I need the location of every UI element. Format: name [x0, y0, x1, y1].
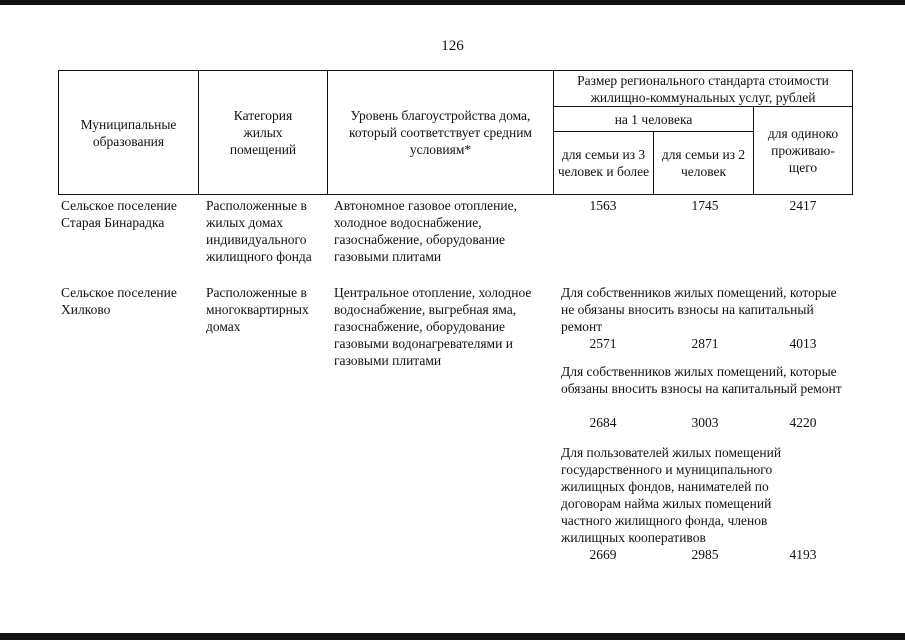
group3-single-value: 4193 [789, 547, 817, 562]
group2-family2-value: 3003 [691, 415, 719, 430]
header-standard: Размер регионального стандарта стоимости жилищно-коммунальных услуг, рублей [553, 70, 853, 107]
row2-municipality: Сельское поселение Хилково [61, 285, 177, 317]
group1-single-value: 4013 [789, 336, 817, 351]
group2-note: Для собственников жилых помещений, которые обязаны вносить взносы на капитальный ремонт [561, 364, 842, 396]
row1-family3-value: 1563 [589, 198, 617, 213]
group1-note: Для собственников жилых помещений, которые не обязаны вносить взносы на капитальный ремонт [561, 285, 837, 334]
row2-level: Центральное отопление, холодное водоснабжение, выгребная яма, газоснабжение, оборудование газовыми водонагревателями и газовыми плитами [334, 285, 532, 368]
row1-family2-value: 1745 [691, 198, 719, 213]
header-municipality: Муниципальные образования [58, 70, 199, 195]
page-number: 126 [441, 38, 464, 54]
group3-note: Для пользователей жилых помещений государственного и муниципального жилищных фондов, нанимателей по договорам найма жилых помещений частного жилищного фонда, членов жилищных кооперативов [561, 445, 782, 545]
group1-family3-value: 2571 [589, 336, 617, 351]
group1-family2-value: 2871 [691, 336, 719, 351]
group2-single-value: 4220 [789, 415, 817, 430]
group3-family2-value: 2985 [691, 547, 719, 562]
row2-category: Расположенные в многоквартирных домах [206, 285, 309, 334]
header-family3: для семьи из 3 человек и более [553, 131, 654, 195]
row1-level: Автономное газовое отопление, холодное водоснабжение, газоснабжение, оборудование газовыми плитами [334, 198, 517, 264]
header-family2: для семьи из 2 человек [653, 131, 754, 195]
header-category: Категория жилых помещений [198, 70, 328, 195]
bottom-rule [0, 633, 905, 640]
header-single: для одиноко проживаю-щего [753, 106, 853, 195]
group3-family3-value: 2669 [589, 547, 617, 562]
top-rule [0, 0, 905, 5]
row1-municipality: Сельское поселение Старая Бинарадка [61, 198, 177, 230]
header-per-person: на 1 человека [553, 106, 754, 132]
group2-family3-value: 2684 [589, 415, 617, 430]
row1-category: Расположенные в жилых домах индивидуального жилищного фонда [206, 198, 312, 264]
header-level: Уровень благоустройства дома, который соответствует средним условиям* [327, 70, 554, 195]
row1-single-value: 2417 [789, 198, 817, 213]
